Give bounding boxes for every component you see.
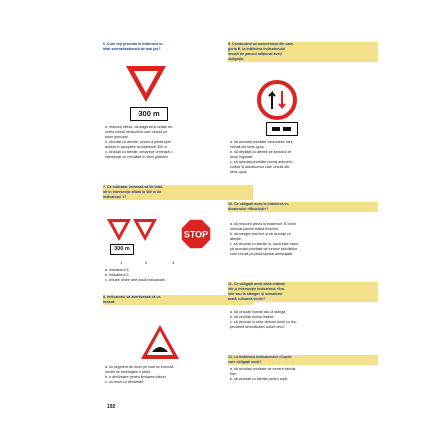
q12-answer-a: a. să acordați prioritate de trecere bicicliș- tilor; [230,367,297,376]
q7-label-1: 1 [120,260,123,265]
q6-answer-a: a. reduceți viteza, vă asigurați și cedați tre- cerea numai vehiculelor care circulă pe drum principal [105,125,174,139]
stop-sign [180,218,212,250]
q12-answers [228,367,378,382]
q7-block [103,185,253,201]
yield-sign-large [124,64,168,104]
q10-answer-a: a. să reduceți viteza la maximum 30 km/h întrucât panoul indică bicicliști; [230,222,297,231]
q8-answer-b: b. o denivelare pentru limitarea vitezei; [105,375,167,379]
q11-block [228,282,378,303]
question-11: 11. Ce obligații aveți dacă întâlniți într-o intersecție indicatorul «Îna- inte sau la stânga» și semaforul arată culoarea verde? [228,282,378,302]
yield-sign-2 [132,218,158,242]
question-7: 7. Ce indicator urmează să fie întâl- nit în intersecția aflată la 300 m de indicatorul 1? [103,185,253,200]
q11-answer-b: b. să circulați numai înainte; [230,315,275,319]
cars-icon [267,123,297,135]
question-8: 8. Indicatorul vă avertizează că ur- mează: [103,295,253,305]
question-10: 10. Ce obligații aveți la întâlnirea in- dicatorului «Bicicliști»? [228,202,378,212]
q11-answer-c: c. să circulați în orice direcție doriți cu res- pectarea semnificației culorii verzi. [230,320,297,329]
q10-answer-b: b. să mergeți mai lent și să circulați cu atenție; [230,232,291,241]
q12-answer-b: b. să circulați cu atenție pentru copii. [230,377,289,381]
speed-bump-warning-sign [139,323,181,361]
question-9: 9. Conducând un autovehicul din cate- goria B, la întâlnirea indicatorului însoțit de panoul adițional aveți obligația: [228,42,378,62]
q6-answer-b: b. circulați cu atenție, pentru a preda spre acesta în apropiere la maximum 300 m [105,140,172,149]
additional-panel [266,122,298,136]
q7-answers [103,268,253,283]
q8-answer-a: a. un segment de drum pe care se execută lucrări de amenajare a părții; [105,365,174,374]
q8-answer-c: c. un drum cu denivelări. [105,380,145,384]
q10-block [228,202,378,213]
right-column [228,42,378,63]
q9-answer-b: b. să depășiți cu atenție pe sectorul de drum îngustat; [230,150,292,159]
q11-answer-a: a. să circulați înainte sau la stânga; [230,310,287,314]
q6-answer-c: c. circulați cu atenție, deoarece urmează o intersecție cu circulație în sens giratoriu [105,150,173,159]
question-6: 6. Cum veți proceda la întâlnirea în- întâi semnalizatorului de mai jos? [103,42,164,51]
q7-label-3: 3 [172,260,175,265]
page-number: 192 [107,404,116,410]
q9-answers [228,140,378,175]
q7-answer-a: a. indicatorul 3; [105,268,130,272]
distance-panel-small: 300 m [110,244,134,255]
q7-answer-b: b. indicatorul 2; [105,273,130,277]
q7-answer-c: c. oricare dintre cele două indicatoare. [105,278,166,282]
distance-panel: 300 m [130,107,168,121]
q11-answers [228,310,378,330]
question-12: 12. La întâlnirea indicatorului «Copii» care obligații aveți? [228,355,378,365]
q10-answers [228,222,378,257]
svg-text:STOP: STOP [183,229,209,240]
q9-answer-a: a. să acordați prioritate vehiculelor care circulă din sens opus; [230,140,293,149]
q12-block [228,355,378,366]
q10-answer-c: c. să circulați cu atenție și, dacă este cazul, să acordați prioritate de trecere bicicliștilor care circulă pe pista special amenajată. [230,242,299,256]
q7-label-2: 2 [145,260,148,265]
yield-sign-1 [106,218,132,242]
no-priority-oncoming-sign [257,80,297,120]
q9-answer-c: c. să acordați prioritate numai autovehi- culelor și autobuzelor care circulă din sens opus. [230,160,293,174]
